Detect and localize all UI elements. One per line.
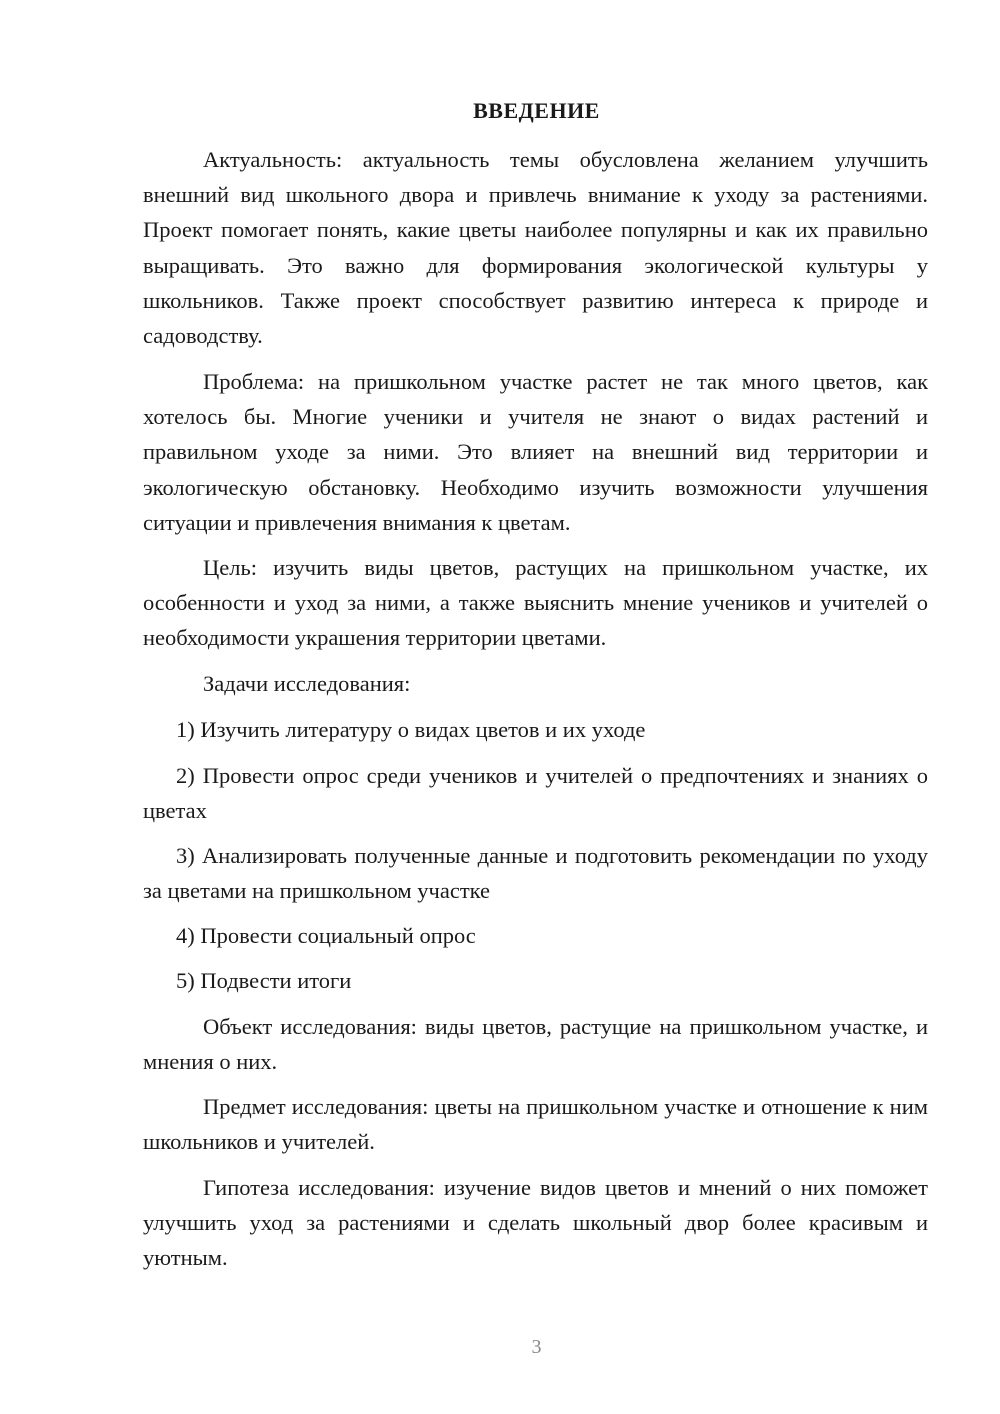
paragraph-hypothesis: Гипотеза исследования: изучение видов цветов и мнений о них поможет улучшить уход за растениями и сделать школьный двор более красивым и уютным.	[143, 1175, 928, 1271]
paragraph-subject: Предмет исследования: цветы на пришкольном участке и отношение к ним школьников и учителей.	[143, 1094, 928, 1155]
tasks-heading: Задачи исследования:	[203, 671, 411, 696]
task-item-3: 3) Анализировать полученные данные и подготовить рекомендации по уходу за цветами на пришкольном участке	[143, 843, 928, 904]
task-item-1: 1) Изучить литературу о видах цветов и их уходе	[176, 717, 646, 742]
page-title: ВВЕДЕНИЕ	[473, 98, 600, 123]
paragraph-object: Объект исследования: виды цветов, растущие на пришкольном участке, и мнения о них.	[143, 1014, 928, 1075]
page-number: 3	[531, 1336, 542, 1358]
task-item-5: 5) Подвести итоги	[176, 968, 352, 993]
paragraph-goal: Цель: изучить виды цветов, растущих на пришкольном участке, их особенности и уход за ними, а также выяснить мнение учеников и учителей о необходимости украшения территории цветами.	[143, 555, 928, 651]
task-item-4: 4) Провести социальный опрос	[176, 923, 476, 948]
paragraph-actuality: Актуальность: актуальность темы обусловлена желанием улучшить внешний вид школьного двора и привлечь внимание к уходу за растениями. Проект помогает понять, какие цветы наиболее популярны и как их правильно выращивать. Это важно для формирования экологической культуры у школьников. Также проект способствует развитию интереса к природе и садоводству.	[143, 147, 928, 349]
task-item-2: 2) Провести опрос среди учеников и учителей о предпочтениях и знаниях о цветах	[143, 763, 928, 824]
paragraph-problem: Проблема: на пришкольном участке растет не так много цветов, как хотелось бы. Многие ученики и учителя не знают о видах растений и правильном уходе за ними. Это влияет на внешний вид территории и экологическую обстановку. Необходимо изучить возможности улучшения ситуации и привлечения внимания к цветам.	[143, 369, 928, 535]
